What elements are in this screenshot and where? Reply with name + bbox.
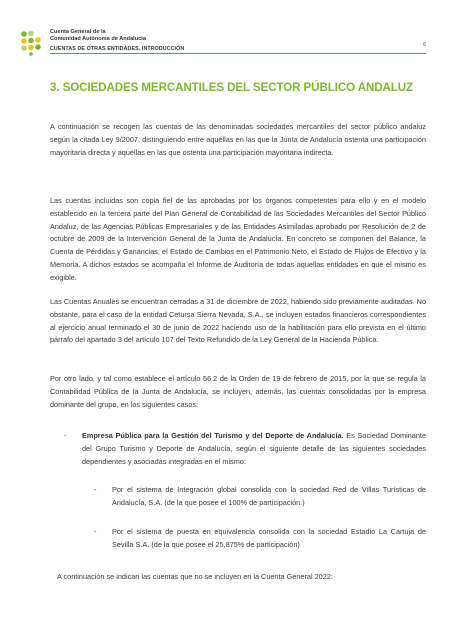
- paragraph-consolidated: Por otro lado, y tal como establece el artículo 56.2 de la Orden de 19 de febrero de 2015, por la que se regula la Contabilidad Pública de la Junta de Andalucía, se incluyen, además, las cuentas consolidadas por la empresa dominante del grupo, en los siguientes casos:: [50, 374, 426, 409]
- header-org-line2: Comunidad Autónoma de Andalucía: [50, 35, 146, 42]
- andalucia-logo-icon: [20, 30, 44, 56]
- paragraph-accounts-model: Las cuentas incluidas son copia fiel de las aprobadas por los órganos competentes para ello y en el modelo establecido en la tercera parte del Plan General de Contabilidad de las Sociedades Mercantiles del Sector Público Andaluz, de las Agencias Públicas Empresariales y de las Entidades Asimiladas aprobado por Resolución de 2 de octubre de 2009 de la Intervención General de la Junta de Andalucía. En concreto se componen del Balance, la Cuenta de Pérdidas y Ganancias, el Estado de Cambios en el Patrimonio Neto, el Estado de Flujos de Efectivo y la Memoria. A dichos estados se acompaña el Informe de Auditoría de todas aquellas entidades en que el mismo es exigible.: [50, 196, 426, 282]
- sub-list-item: [94, 484, 426, 510]
- paragraph-annual-accounts: Las Cuentas Anuales se encuentran cerradas a 31 de diciembre de 2022, habiendo sido previamente auditadas. No obstante, para el caso de la entidad Cetursa Sierra Nevada, S.A., se incluyen estados financieros correspondientes al ejercicio anual terminado el 30 de junio de 2022 haciendo uso de la habilitación para ello prevista en el último párrafo del apartado 3 del artículo 107 del Texto Refundido de la Ley General de la Hacienda Pública.: [50, 297, 426, 345]
- list-item-empresa-publica: [64, 430, 426, 468]
- bullet-text: [82, 430, 426, 468]
- page-number: 6: [422, 42, 426, 48]
- header-org-line1: Cuenta General de la: [50, 29, 106, 35]
- sub-bullet-dash: -: [94, 527, 97, 536]
- sub-list-item: [94, 526, 426, 552]
- section-title: 3. SOCIEDADES MERCANTILES DEL SECTOR PÚBLICO ANDALUZ: [50, 81, 414, 94]
- sub-bullet-text: Por el sistema de puesta en equivalencia consolida con la sociedad Estadio La Cartuja de Sevilla S.A. (de la que posee el 25,875% de participación): [112, 527, 426, 549]
- bullet-plain-text: Es Sociedad Dominante del Grupo Turismo y Deporte de Andalucía, según el siguiente detalle de las siguientes sociedades dependientes y asociadas integradas en el mismo:: [82, 431, 426, 466]
- paragraph-closing: A continuación se indican las cuentas que no se incluyen en la Cuenta General 2022:: [57, 572, 333, 581]
- paragraph-intro: A continuación se recogen las cuentas de las denominadas sociedades mercantiles del sector público andaluz según la citada Ley 9/2007, distinguiendo entre aquéllas en las que la Junta de Andalucía ostenta una participación mayoritaria directa y aquéllas en las que ostenta una participación mayoritaria indirecta.: [50, 122, 426, 157]
- header-section-label: CUENTAS DE OTRAS ENTIDADES. INTRODUCCIÓN: [50, 46, 185, 52]
- sub-bullet-dash: -: [94, 485, 97, 494]
- header-divider: [50, 53, 426, 54]
- sub-bullet-text: Por el sistema de Integración global consolida con la sociedad Red de Villas Turísticas de Andalucía, S.A. (de la que posee el 100% de participación.): [112, 485, 426, 507]
- bullet-bold-text: Empresa Pública para la Gestión del Turismo y del Deporte de Andalucía.: [82, 431, 344, 440]
- bullet-dash: -: [64, 431, 67, 440]
- header-org-title: [50, 29, 146, 42]
